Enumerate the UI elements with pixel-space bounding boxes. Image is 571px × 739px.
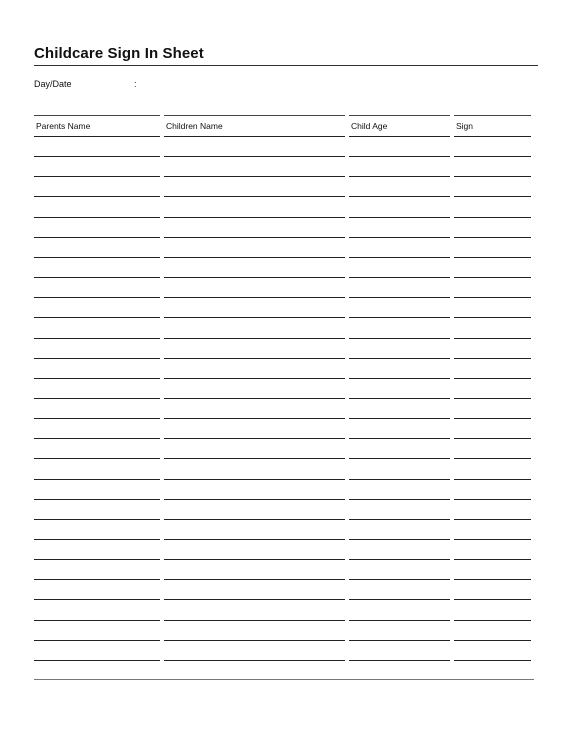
blank-entry-line [349,398,450,399]
blank-entry-line [454,519,531,520]
blank-entry-line [34,156,160,157]
blank-entry-line [454,317,531,318]
blank-entry-line [34,217,160,218]
blank-entry-line [34,136,160,137]
blank-entry-line [349,579,450,580]
blank-entry-line [34,297,160,298]
blank-entry-line [454,196,531,197]
blank-entry-line [34,458,160,459]
blank-entry-line [454,176,531,177]
blank-entry-line [164,539,345,540]
blank-entry-line [164,458,345,459]
blank-entry-line [34,559,160,560]
blank-entry-line [34,378,160,379]
blank-entry-line [34,579,160,580]
column-header-rule [164,115,345,116]
blank-entry-line [164,398,345,399]
blank-entry-line [34,539,160,540]
blank-entry-line [454,156,531,157]
blank-entry-line [34,317,160,318]
blank-entry-line [349,620,450,621]
blank-entry-line [454,438,531,439]
blank-entry-line [34,438,160,439]
blank-entry-line [349,317,450,318]
blank-entry-line [349,599,450,600]
blank-entry-line [164,579,345,580]
blank-entry-line [454,277,531,278]
blank-entry-line [34,398,160,399]
blank-entry-line [34,599,160,600]
blank-entry-line [164,338,345,339]
blank-entry-line [164,176,345,177]
column-header-sign: Sign [456,121,474,131]
blank-entry-line [454,257,531,258]
column-header-rule [349,115,450,116]
blank-entry-line [164,599,345,600]
blank-entry-line [454,640,531,641]
blank-entry-line [164,358,345,359]
blank-entry-line [349,156,450,157]
blank-entry-line [349,176,450,177]
blank-entry-line [34,620,160,621]
blank-entry-line [454,479,531,480]
blank-entry-line [34,499,160,500]
day-date-label: Day/Date [34,79,72,89]
blank-entry-line [454,559,531,560]
blank-entry-line [349,297,450,298]
blank-entry-line [34,176,160,177]
blank-entry-line [454,358,531,359]
blank-entry-line [164,479,345,480]
blank-entry-line [349,277,450,278]
blank-entry-line [349,136,450,137]
blank-entry-line [34,237,160,238]
blank-entry-line [34,196,160,197]
blank-entry-line [164,559,345,560]
blank-entry-line [34,338,160,339]
blank-entry-line [34,277,160,278]
blank-entry-line [164,378,345,379]
blank-entry-line [349,438,450,439]
blank-entry-line [454,620,531,621]
blank-entry-line [349,237,450,238]
blank-entry-line [454,136,531,137]
blank-entry-line [349,217,450,218]
blank-entry-line [164,136,345,137]
blank-entry-line [164,257,345,258]
column-header-rule [454,115,531,116]
blank-entry-line [34,257,160,258]
blank-entry-line [454,539,531,540]
blank-entry-line [454,418,531,419]
blank-entry-line [164,217,345,218]
blank-entry-line [164,499,345,500]
blank-entry-line [349,378,450,379]
blank-entry-line [349,519,450,520]
blank-entry-line [164,196,345,197]
blank-entry-line [454,297,531,298]
blank-entry-line [349,539,450,540]
blank-entry-line [349,559,450,560]
blank-entry-line [164,156,345,157]
column-header-rule [34,115,160,116]
blank-entry-line [164,660,345,661]
blank-entry-line [349,257,450,258]
blank-entry-line [454,237,531,238]
blank-entry-line [34,358,160,359]
blank-entry-line [164,297,345,298]
blank-entry-line [349,499,450,500]
blank-entry-line [34,519,160,520]
blank-entry-line [34,640,160,641]
blank-entry-line [349,660,450,661]
blank-entry-line [34,418,160,419]
blank-entry-line [454,458,531,459]
blank-entry-line [454,499,531,500]
blank-entry-line [454,599,531,600]
blank-entry-line [164,317,345,318]
blank-entry-line [349,358,450,359]
bottom-divider [34,679,534,680]
title-divider [34,65,538,66]
blank-entry-line [164,418,345,419]
blank-entry-line [454,579,531,580]
blank-entry-line [164,519,345,520]
blank-entry-line [349,458,450,459]
blank-entry-line [454,338,531,339]
blank-entry-line [164,237,345,238]
blank-entry-line [454,378,531,379]
blank-entry-line [454,660,531,661]
blank-entry-line [454,217,531,218]
blank-entry-line [349,338,450,339]
blank-entry-line [349,640,450,641]
column-header-children-name: Children Name [166,121,223,131]
day-date-colon: : [134,79,137,89]
column-header-child-age: Child Age [351,121,388,131]
blank-entry-line [164,640,345,641]
blank-entry-line [349,479,450,480]
blank-entry-line [34,660,160,661]
blank-entry-line [164,620,345,621]
blank-entry-line [164,438,345,439]
blank-entry-line [454,398,531,399]
column-header-parents-name: Parents Name [36,121,91,131]
page-title: Childcare Sign In Sheet [34,45,204,62]
blank-entry-line [349,418,450,419]
blank-entry-line [164,277,345,278]
blank-entry-line [34,479,160,480]
blank-entry-line [349,196,450,197]
